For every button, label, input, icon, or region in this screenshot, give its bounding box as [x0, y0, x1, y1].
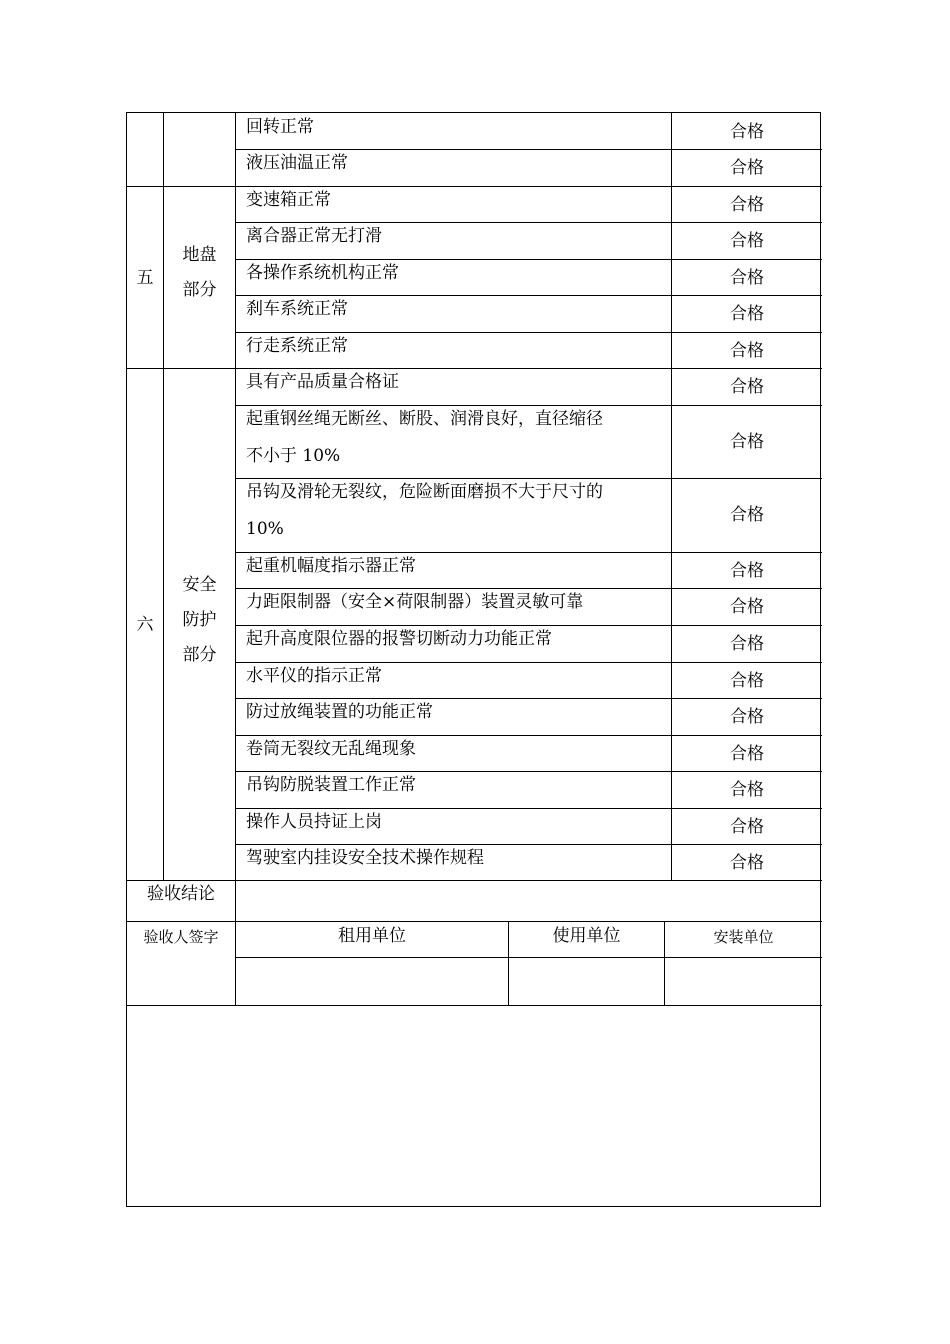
divider — [127, 921, 822, 922]
item-result: 合格 — [730, 341, 764, 361]
item-text: 具有产品质量合格证 — [246, 372, 399, 392]
section-number: 六 — [136, 615, 154, 635]
divider — [235, 662, 822, 663]
divider — [235, 332, 822, 333]
signature-col-installing-unit: 安装单位 — [713, 928, 774, 946]
item-text: 各操作系统机构正常 — [246, 263, 399, 283]
section-category: 部分 — [182, 280, 217, 300]
item-result: 合格 — [730, 853, 764, 873]
divider — [235, 771, 822, 772]
item-text: 变速箱正常 — [246, 190, 331, 210]
item-text: 起升高度限位器的报警切断动力功能正常 — [246, 629, 552, 649]
conclusion-label: 验收结论 — [147, 884, 215, 904]
item-result: 合格 — [730, 432, 764, 452]
divider — [127, 368, 822, 369]
signature-col-renting-unit: 租用单位 — [338, 926, 406, 946]
divider — [235, 113, 236, 1005]
item-result: 合格 — [730, 817, 764, 837]
divider — [235, 698, 822, 699]
section-category: 安全 — [182, 575, 217, 595]
item-text: 驾驶室内挂设安全技术操作规程 — [246, 848, 484, 868]
item-result: 合格 — [730, 122, 764, 142]
section-category: 防护 — [182, 610, 217, 630]
divider — [671, 113, 672, 880]
item-result: 合格 — [730, 707, 764, 727]
divider — [235, 588, 822, 589]
item-result: 合格 — [730, 158, 764, 178]
item-text: 防过放绳装置的功能正常 — [246, 702, 433, 722]
item-text: 不小于 10% — [246, 446, 341, 466]
divider — [235, 844, 822, 845]
item-text: 刹车系统正常 — [246, 299, 348, 319]
item-result: 合格 — [730, 268, 764, 288]
divider — [235, 478, 822, 479]
section-number: 五 — [136, 268, 154, 288]
item-result: 合格 — [730, 505, 764, 525]
divider — [127, 1005, 822, 1006]
divider — [235, 295, 822, 296]
divider — [235, 552, 822, 553]
item-text: 10% — [246, 519, 284, 539]
item-result: 合格 — [730, 744, 764, 764]
divider — [235, 149, 822, 150]
item-text: 力距限制器（安全×荷限制器）装置灵敏可靠 — [246, 592, 584, 612]
item-text: 行走系统正常 — [246, 336, 348, 356]
divider — [235, 259, 822, 260]
divider — [235, 222, 822, 223]
divider — [127, 880, 822, 881]
divider — [235, 625, 822, 626]
item-result: 合格 — [730, 780, 764, 800]
signature-col-using-unit: 使用单位 — [552, 926, 621, 946]
item-result: 合格 — [730, 195, 764, 215]
section-category: 部分 — [182, 645, 217, 665]
item-text: 起重钢丝绳无断丝、断股、润滑良好，直径缩径 — [246, 409, 603, 429]
item-result: 合格 — [730, 634, 764, 654]
item-result: 合格 — [730, 377, 764, 397]
item-text: 起重机幅度指示器正常 — [246, 556, 416, 576]
item-text: 回转正常 — [246, 117, 314, 137]
item-text: 操作人员持证上岗 — [246, 812, 382, 832]
divider — [235, 808, 822, 809]
divider — [163, 113, 164, 880]
item-result: 合格 — [730, 304, 764, 324]
item-result: 合格 — [730, 231, 764, 251]
item-text: 吊钩防脱装置工作正常 — [246, 775, 416, 795]
item-result: 合格 — [730, 561, 764, 581]
divider — [127, 186, 822, 187]
item-result: 合格 — [730, 597, 764, 617]
divider — [235, 735, 822, 736]
item-text: 水平仪的指示正常 — [246, 666, 382, 686]
item-text: 离合器正常无打滑 — [246, 226, 382, 246]
item-result: 合格 — [730, 671, 764, 691]
acceptance-table — [126, 112, 821, 1207]
item-text: 液压油温正常 — [246, 153, 348, 173]
divider — [235, 405, 822, 406]
signature-label: 验收人签字 — [143, 928, 219, 946]
item-text: 卷筒无裂纹无乱绳现象 — [246, 739, 416, 759]
item-text: 吊钩及滑轮无裂纹，危险断面磨损不大于尺寸的 — [246, 482, 603, 502]
section-category: 地盘 — [182, 245, 217, 265]
divider — [235, 957, 822, 958]
